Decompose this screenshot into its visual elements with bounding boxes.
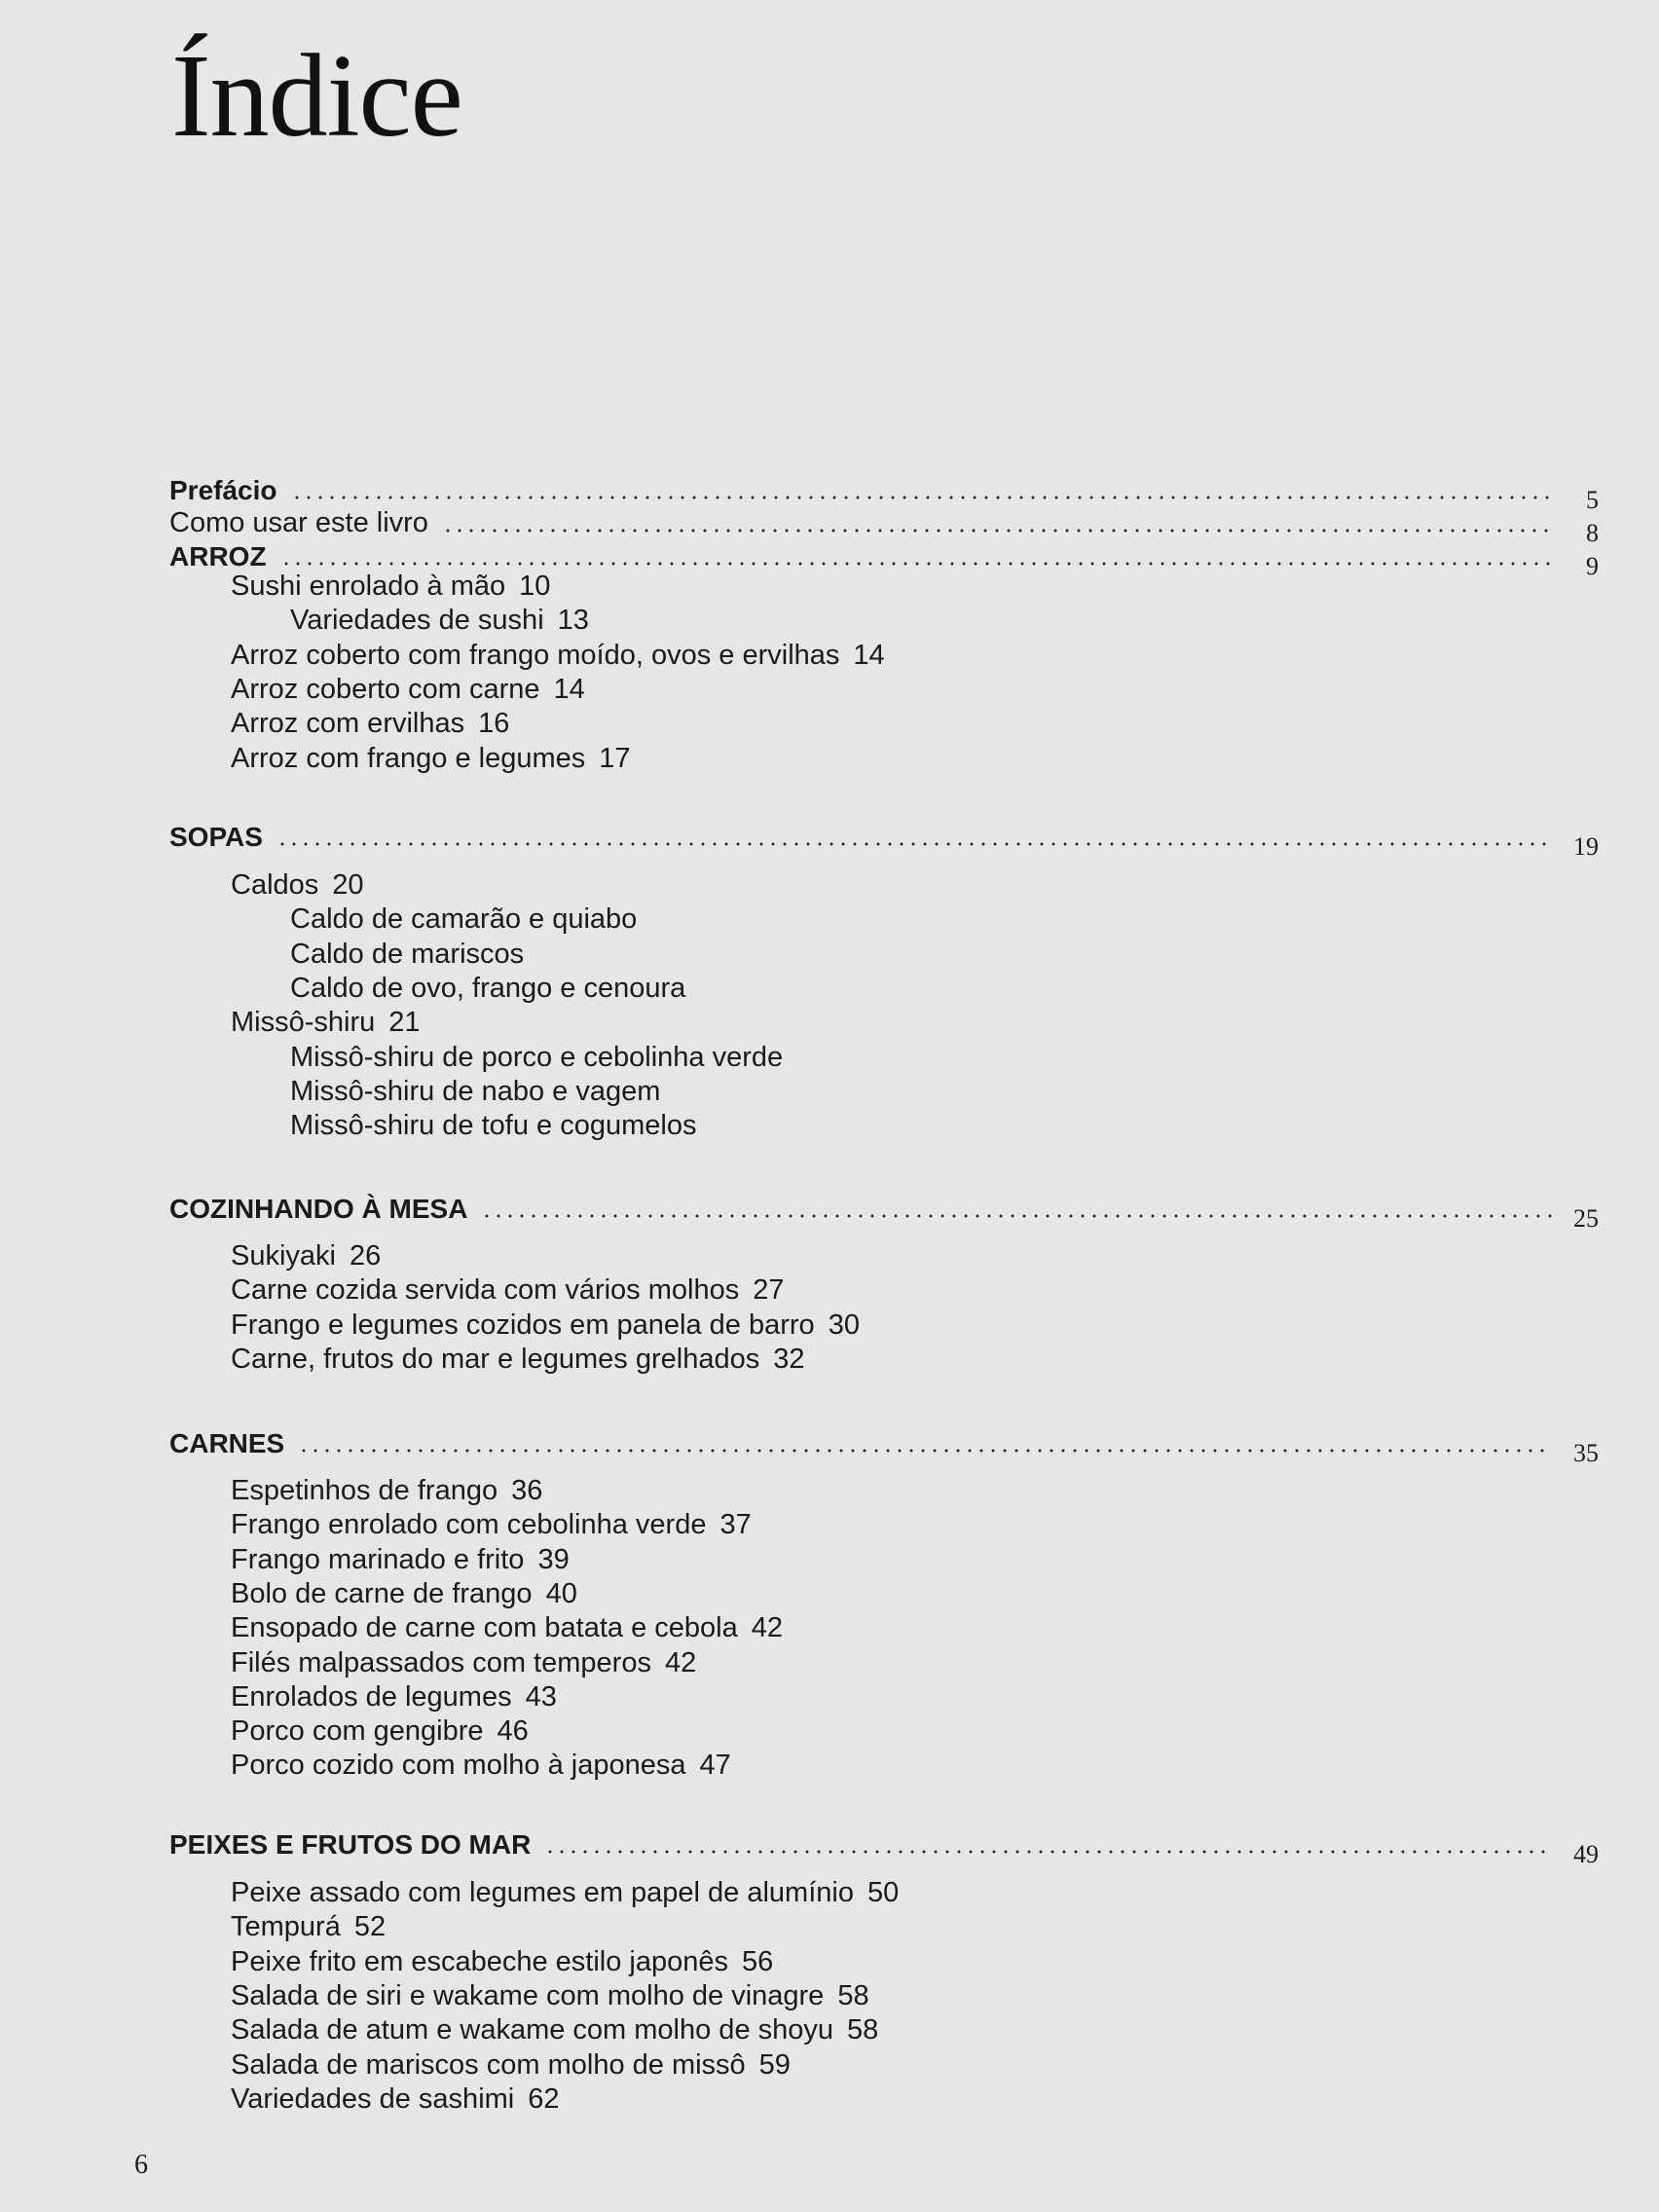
toc-item: [231, 2013, 878, 2046]
toc-item: [231, 2048, 791, 2082]
recipe-title: Arroz com ervilhas: [231, 708, 465, 740]
toc-item: [231, 1876, 899, 1909]
recipe-page-number: 59: [758, 2048, 791, 2081]
section-heading-entry: [169, 1184, 1599, 1233]
recipe-page-number: 10: [519, 571, 551, 602]
recipe-title: Variedades de sashimi: [231, 2083, 515, 2115]
recipe-title: Sukiyaki: [231, 1240, 336, 1272]
toc-item: [231, 1273, 784, 1307]
recipe-title: Arroz com frango e legumes: [231, 742, 586, 774]
toc-item: [231, 707, 509, 740]
recipe-page-number: 62: [528, 2083, 560, 2115]
recipe-page-number: 56: [742, 1945, 774, 1977]
toc-subitem: [290, 1075, 660, 1108]
section-heading-page-number: 25: [1573, 1204, 1599, 1233]
recipe-title: Espetinhos de frango: [231, 1475, 498, 1506]
recipe-page-number: 21: [388, 1007, 421, 1039]
recipe-title: Tempurá: [231, 1911, 341, 1943]
toc-item: [231, 1543, 570, 1576]
recipe-title: Filés malpassados com temperos: [231, 1646, 651, 1678]
recipe-page-number: 43: [525, 1680, 557, 1713]
recipe-page-number: 26: [350, 1240, 382, 1272]
front-matter-page-number: 5: [1586, 486, 1599, 514]
recipe-title: Carne, frutos do mar e legumes grelhados: [231, 1343, 760, 1375]
recipe-title: Arroz coberto com frango moído, ovos e ervilhas: [231, 639, 840, 671]
recipe-page-number: 14: [853, 639, 885, 671]
section-heading-entry: [169, 1820, 1599, 1868]
section-heading-entry: [169, 812, 1599, 861]
section-heading-page-number: 35: [1573, 1439, 1599, 1467]
recipe-title: Porco cozido com molho à japonesa: [231, 1750, 686, 1782]
recipe-title: Caldos: [231, 869, 319, 901]
recipe-title: Peixe assado com legumes em papel de alumínio: [231, 1877, 854, 1908]
toc-item: [231, 2083, 560, 2116]
recipe-title: Salada de mariscos com molho de missô: [231, 2048, 746, 2081]
toc-item: [231, 742, 631, 775]
recipe-page-number: 46: [497, 1715, 529, 1748]
recipe-page-number: 39: [537, 1543, 570, 1575]
recipe-page-number: 27: [753, 1274, 785, 1307]
section-heading-label: PEIXES E FRUTOS DO MAR: [169, 1829, 532, 1860]
toc-item: [231, 639, 885, 672]
recipe-title: Sushi enrolado à mão: [231, 571, 506, 602]
toc-item: [231, 1714, 529, 1748]
toc-subitem: [290, 1109, 696, 1142]
toc-item: [231, 1979, 869, 2012]
recipe-page-number: 13: [557, 605, 589, 637]
section-heading-label: CARNES: [169, 1428, 285, 1458]
section-heading-page-number: 19: [1573, 832, 1599, 861]
toc-item: [231, 1749, 731, 1782]
recipe-title: Salada de atum e wakame com molho de shoyu: [231, 2014, 834, 2046]
recipe-title: Frango enrolado com cebolinha verde: [231, 1509, 707, 1541]
section-heading-page-number: 49: [1573, 1840, 1599, 1868]
recipe-title: Frango marinado e frito: [231, 1543, 525, 1575]
toc-item: [231, 673, 585, 706]
recipe-title: Caldo de ovo, frango e cenoura: [290, 972, 686, 1004]
recipe-title: Ensopado de carne com batata e cebola: [231, 1612, 738, 1644]
recipe-page-number: 47: [699, 1750, 731, 1782]
recipe-title: Variedades de sushi: [290, 605, 544, 637]
recipe-title: Bolo de carne de frango: [231, 1577, 533, 1609]
section-heading-entry: [169, 1419, 1599, 1467]
toc-item: [231, 1309, 860, 1342]
recipe-title: Salada de siri e wakame com molho de vinagre: [231, 1979, 825, 2011]
recipe-page-number: 32: [773, 1343, 805, 1375]
recipe-page-number: 37: [719, 1509, 752, 1541]
recipe-title: Caldo de mariscos: [290, 938, 525, 970]
recipe-title: Carne cozida servida com vários molhos: [231, 1274, 740, 1307]
dot-leader: [544, 1850, 1552, 1854]
dot-leader: [280, 562, 1552, 566]
recipe-page-number: 14: [553, 673, 585, 705]
recipe-title: Peixe frito em escabeche estilo japonês: [231, 1945, 729, 1977]
toc-subitem: [290, 972, 685, 1005]
recipe-page-number: 40: [545, 1577, 577, 1609]
page-number: 6: [134, 2150, 148, 2180]
recipe-page-number: 52: [353, 1911, 387, 1943]
recipe-title: Enrolados de legumes: [231, 1680, 512, 1713]
toc-item: [231, 1474, 542, 1507]
recipe-page-number: 16: [478, 708, 510, 740]
toc-item: [231, 570, 550, 603]
toc-item: [231, 1508, 752, 1541]
recipe-page-number: 20: [332, 869, 364, 901]
recipe-title: Arroz coberto com carne: [231, 673, 540, 705]
toc-item: [231, 868, 364, 902]
recipe-page-number: 58: [847, 2014, 879, 2046]
toc-item: [231, 1239, 381, 1272]
toc-item: [231, 1611, 783, 1644]
toc-item: [231, 1910, 386, 1943]
recipe-page-number: 50: [866, 1877, 900, 1908]
page-title: Índice: [171, 30, 462, 162]
recipe-title: Caldo de camarão e quiabo: [290, 903, 638, 936]
toc-item: [231, 1945, 773, 1978]
section-heading-label: ARROZ: [169, 541, 267, 571]
recipe-page-number: 36: [511, 1475, 543, 1506]
recipe-page-number: 17: [599, 742, 631, 774]
toc-item: [231, 1577, 577, 1610]
recipe-title: Porco com gengibre: [231, 1715, 484, 1748]
section-heading-entry: [169, 532, 1599, 580]
section-heading-page-number: 9: [1586, 552, 1599, 580]
dot-leader: [298, 1449, 1552, 1453]
toc-item: [231, 1006, 421, 1039]
recipe-title: Missô-shiru de tofu e cogumelos: [290, 1110, 697, 1142]
section-heading-label: COZINHANDO À MESA: [169, 1194, 468, 1224]
toc-subitem: [290, 1041, 783, 1074]
front-matter-page-number: 8: [1586, 519, 1599, 547]
recipe-page-number: 30: [828, 1309, 860, 1341]
section-heading-label: SOPAS: [169, 822, 263, 852]
recipe-page-number: 42: [751, 1612, 784, 1644]
recipe-title: Missô-shiru: [231, 1007, 376, 1039]
front-matter-label: Prefácio: [169, 475, 277, 505]
toc-item: [231, 1343, 805, 1376]
toc-item: [231, 1646, 696, 1679]
dot-leader: [481, 1214, 1552, 1218]
recipe-page-number: 42: [664, 1646, 697, 1678]
dot-leader: [276, 842, 1552, 846]
recipe-title: Missô-shiru de porco e cebolinha verde: [290, 1041, 784, 1073]
front-matter-label: Como usar este livro: [169, 507, 428, 538]
recipe-page-number: 58: [837, 1979, 869, 2011]
toc-subitem: [290, 903, 637, 936]
toc-subitem: [290, 938, 524, 971]
toc-subitem: [290, 604, 589, 637]
recipe-title: Frango e legumes cozidos em panela de barro: [231, 1309, 815, 1341]
recipe-title: Missô-shiru de nabo e vagem: [290, 1075, 661, 1107]
toc-item: [231, 1680, 557, 1714]
